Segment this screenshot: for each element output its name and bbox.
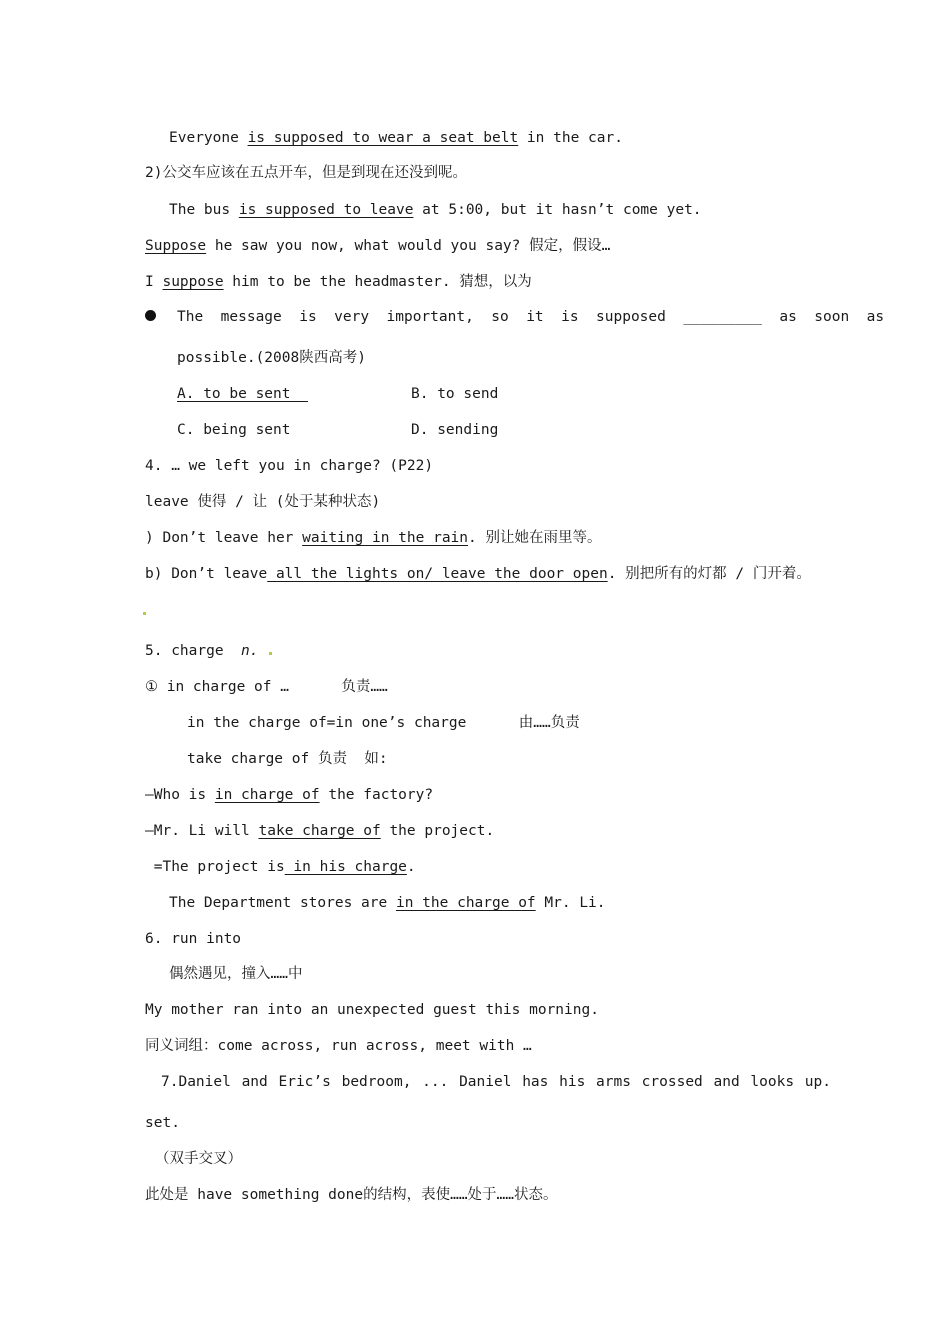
text: he saw you now, what would you say? 假定，假设… [206,238,611,254]
line-bus [169,200,702,220]
option-b: B. to send [411,386,499,402]
line-everyone [169,128,623,148]
text: . 别把所有的灯都 / 门开着。 [607,566,811,582]
text: Everyone [169,130,248,146]
text: him to be the headmaster. 猜想，以为 [223,274,532,290]
mark-dot [143,612,146,615]
line-leave-b [145,564,811,584]
text: The bus [169,202,239,218]
line-leave-def: leave 使得 / 让 (处于某种状态) [145,494,381,510]
text: —Mr. Li will [145,823,259,839]
question-stem-2: possible.(2008陕西高考) [177,350,366,366]
underlined-phrase: in the charge of [395,895,536,911]
line-who-is [145,785,433,805]
text: the factory? [319,787,434,803]
text: —Who is [145,787,215,803]
text: I [145,274,163,290]
line-in-the-charge-of: in the charge of=in one’s charge 由……负责 [187,715,580,731]
heading-6: 6. run into [145,931,242,947]
text: The Department stores are [169,895,396,911]
line-mother: My mother ran into an unexpected guest this morning. [145,1002,599,1018]
line-department [169,893,606,913]
text: in the car. [518,130,623,146]
text: . 别让她在雨里等。 [468,530,602,546]
line-synonyms: 同义词组：come across, run across, meet with … [145,1038,532,1054]
part-of-speech: n. [241,643,259,659]
line-in-charge-of: ① in charge of … 负责…… [145,679,388,695]
line-arms-crossed: （双手交叉） [155,1151,242,1167]
line-take-charge-of: take charge of 负责 如: [187,751,388,767]
text: ) Don’t leave her [145,530,303,546]
heading-7: 7.Daniel and Eric’s bedroom, ... Daniel has his arms crossed and looks up. [161,1074,832,1090]
text: the project. [380,823,495,839]
option-c: C. being sent [177,422,291,438]
line-leave-a [145,528,601,548]
underlined-phrase: is supposed to wear a seat belt [247,130,519,146]
heading-4: 4. … we left you in charge? (P22) [145,458,434,474]
line-mr-li [145,821,494,841]
mark-dot [269,652,272,655]
line-i-suppose [145,272,532,292]
underlined-phrase: is supposed to leave [238,202,414,218]
line-run-into-def: 偶然遇见，撞入……中 [169,966,303,982]
line-structure-note: 此处是 have something done的结构，表使……处于……状态。 [145,1187,558,1203]
underlined-phrase: waiting in the rain [302,530,469,546]
underlined-phrase: in his charge [284,859,407,875]
underlined-phrase: take charge of [258,823,381,839]
text: =The project is [145,859,285,875]
heading-5 [145,641,259,661]
bullet-icon [145,310,156,321]
option-d: D. sending [411,422,499,438]
line-project [145,857,416,877]
text: b) Don’t leave [145,566,268,582]
text: Mr. Li. [535,895,606,911]
question-stem: The message is very important, so it is supposed _________ as soon as [177,309,885,325]
option-a: A. to be sent [177,386,308,402]
line-set: set. [145,1115,180,1131]
text: . [406,859,416,875]
line-example-2: 2)公交车应该在五点开车，但是到现在还没到呢。 [145,165,467,181]
underlined-phrase: in charge of [214,787,320,803]
text: at 5:00, but it hasn’t come yet. [413,202,702,218]
text: 5. charge [145,643,242,659]
underlined-phrase: suppose [162,274,224,290]
underlined-phrase: all the lights on/ leave the door open [267,566,608,582]
underlined-phrase: Suppose [145,238,207,254]
line-suppose [145,236,610,256]
